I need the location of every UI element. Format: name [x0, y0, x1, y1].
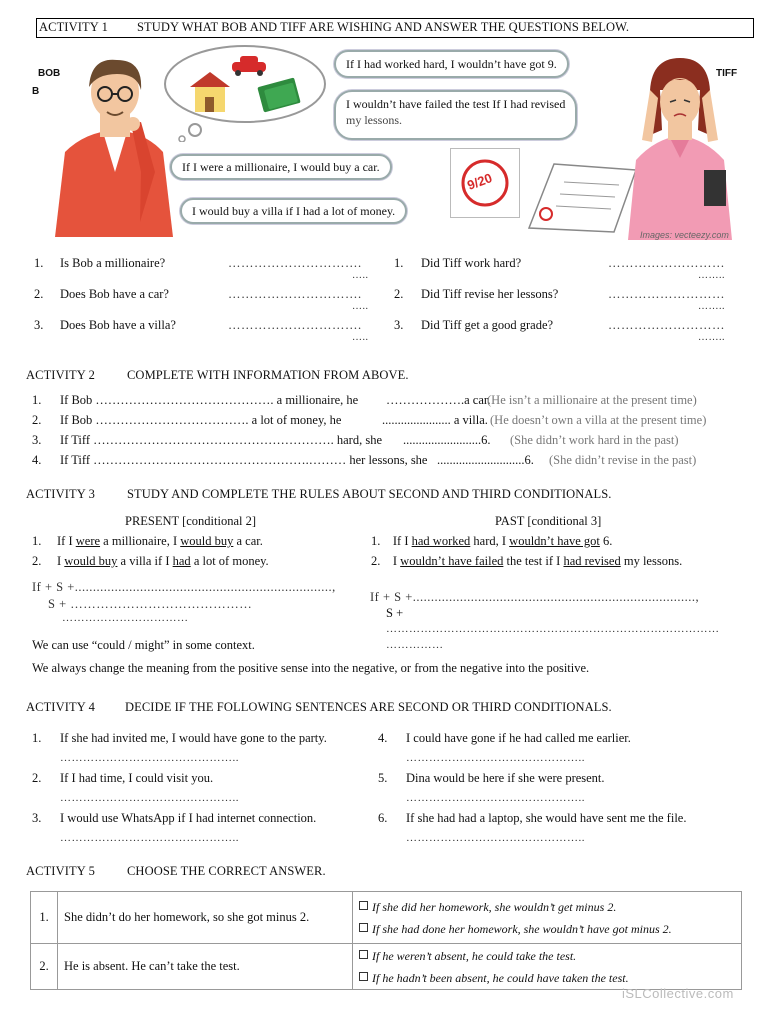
a2-line-1-end: ……………….a car. — [386, 393, 491, 407]
q-left-3-num: 3. — [34, 318, 44, 332]
a2-line-3-end: .........................6. — [403, 433, 491, 447]
a2-line-2-end: ...................... a villa. — [382, 413, 488, 427]
q-left-1-answer[interactable]: …………………………. — [228, 256, 362, 270]
a4-item-3: I would use WhatsApp if I had internet connection. — [60, 811, 317, 825]
q-left-1: Is Bob a millionaire? — [60, 256, 166, 270]
activity2-label: ACTIVITY 2 — [26, 368, 95, 382]
illustration — [30, 42, 760, 242]
bob-bubble-villa: I would buy a villa if I had a lot of money. — [180, 198, 407, 224]
q-left-2-answer[interactable]: …………………………. — [228, 287, 362, 301]
a4-item-1-num: 1. — [32, 731, 42, 745]
a4-item-6-answer[interactable]: ……………………………………….. — [406, 832, 585, 844]
q-right-2-answer-cont: …….. — [698, 301, 725, 312]
present-example-2: 2. I would buy a villa if I had a lot of money. — [32, 554, 269, 568]
rule-left-line-1[interactable]: If + S +......................................................................., — [32, 580, 336, 594]
a4-item-4-answer[interactable]: ……………………………………….. — [406, 752, 585, 764]
q-right-3-answer-cont: …….. — [698, 332, 725, 343]
activity3-label: ACTIVITY 3 — [26, 487, 95, 501]
q-right-2: Did Tiff revise her lessons? — [421, 287, 559, 301]
activity4-instruction: DECIDE IF THE FOLLOWING SENTENCES ARE SECOND OR THIRD CONDITIONALS. — [125, 700, 612, 714]
activity5-instruction: CHOOSE THE CORRECT ANSWER. — [127, 864, 326, 878]
row-number: 2. — [31, 944, 58, 990]
q-left-1-num: 1. — [34, 256, 44, 270]
bob-name: BOB — [38, 68, 61, 79]
row-number: 1. — [31, 892, 58, 944]
q-right-1: Did Tiff work hard? — [421, 256, 522, 270]
a4-item-3-answer[interactable]: ……………………………………….. — [60, 832, 239, 844]
a2-line-4-end: ............................6. — [437, 453, 534, 467]
a2-line-2-hint: (He doesn’t own a villa at the present time) — [490, 413, 707, 427]
q-right-3-num: 3. — [394, 318, 404, 332]
a4-item-2-num: 2. — [32, 771, 42, 785]
a4-item-5: Dina would be here if she were present. — [406, 771, 605, 785]
q-right-2-answer[interactable]: ……………………… — [608, 287, 725, 301]
past-title: PAST [conditional 3] — [495, 514, 602, 528]
row-options — [353, 892, 742, 944]
a4-item-3-num: 3. — [32, 811, 42, 825]
table-row — [31, 944, 742, 990]
a2-line-1-num: 1. — [32, 393, 42, 407]
activity4-label: ACTIVITY 4 — [26, 700, 95, 714]
option-2[interactable]: If he hadn’t been absent, he could have taken the test. — [359, 967, 735, 989]
a4-item-6-num: 6. — [378, 811, 388, 825]
row-sentence: He is absent. He can’t take the test. — [58, 944, 353, 990]
q-left-1-answer-cont: ….. — [352, 270, 369, 281]
rule-right-line-2: S + — [386, 606, 404, 620]
checkbox-icon[interactable] — [359, 923, 368, 932]
q-right-1-answer-cont: …….. — [698, 270, 725, 281]
a4-item-2-answer[interactable]: ……………………………………….. — [60, 792, 239, 804]
q-left-3-answer[interactable]: …………………………. — [228, 318, 362, 332]
rule-right-line-3[interactable]: …………………………………………………………………………… — [386, 623, 720, 635]
bob-bubble-car: If I were a millionaire, I would buy a car. — [170, 154, 392, 180]
option-2[interactable]: If she had done her homework, she wouldn’t have got minus 2. — [359, 918, 735, 940]
activity5-table — [30, 891, 742, 990]
a2-line-3: If Tiff …………………………………………………. hard, she — [60, 433, 382, 447]
a2-line-1: If Bob ……………………………………. a millionaire, he — [60, 393, 359, 407]
activity2-instruction: COMPLETE WITH INFORMATION FROM ABOVE. — [127, 368, 409, 382]
a4-item-4: I could have gone if he had called me earlier. — [406, 731, 631, 745]
a2-line-1-hint: (He isn’t a millionaire at the present time) — [487, 393, 697, 407]
present-example-1: 1. If I were a millionaire, I would buy a car. — [32, 534, 263, 548]
a2-line-4-hint: (She didn’t revise in the past) — [549, 453, 697, 467]
a2-line-4: If Tiff …………………………………………….……… her lessons, she — [60, 453, 428, 467]
a4-item-6: If she had had a laptop, she would have sent me the file. — [406, 811, 687, 825]
q-left-3: Does Bob have a villa? — [60, 318, 176, 332]
past-example-2: 2. I wouldn’t have failed the test if I had revised my lessons. — [371, 554, 683, 568]
thought-cloud — [160, 42, 330, 142]
score-badge — [450, 148, 520, 218]
a2-line-3-num: 3. — [32, 433, 42, 447]
present-title: PRESENT [conditional 2] — [125, 514, 257, 528]
past-example-1: 1. If I had worked hard, I wouldn’t have got 6. — [371, 534, 613, 548]
option-1[interactable]: If he weren’t absent, he could take the test. — [359, 945, 735, 967]
a2-line-3-hint: (She didn’t work hard in the past) — [510, 433, 679, 447]
activity1-instruction: STUDY WHAT BOB AND TIFF ARE WISHING AND ANSWER THE QUESTIONS BELOW. — [137, 20, 630, 34]
checkbox-icon[interactable] — [359, 901, 368, 910]
score-text: 9/20 — [465, 170, 495, 193]
a4-item-1: If she had invited me, I would have gone to the party. — [60, 731, 327, 745]
a4-item-4-num: 4. — [378, 731, 388, 745]
activity1-label: ACTIVITY 1 — [39, 20, 108, 34]
rule-left-line-3[interactable]: …………………………… — [62, 612, 189, 624]
q-right-1-num: 1. — [394, 256, 404, 270]
a4-item-2: If I had time, I could visit you. — [60, 771, 214, 785]
watermark: iSLCollective.com — [622, 986, 734, 1001]
table-row — [31, 892, 742, 944]
rule-left-line-2[interactable]: S + …………………………………… — [48, 597, 253, 611]
option-1[interactable]: If she did her homework, she wouldn’t get minus 2. — [359, 896, 735, 918]
a2-line-4-num: 4. — [32, 453, 42, 467]
q-left-3-answer-cont: ….. — [352, 332, 369, 343]
q-right-3-answer[interactable]: ……………………… — [608, 318, 725, 332]
q-right-3: Did Tiff get a good grade? — [421, 318, 554, 332]
a4-item-5-num: 5. — [378, 771, 388, 785]
rule-right-line-4[interactable]: …………… — [386, 639, 444, 651]
q-right-2-num: 2. — [394, 287, 404, 301]
activity3-instruction: STUDY AND COMPLETE THE RULES ABOUT SECOND AND THIRD CONDITIONALS. — [127, 487, 612, 501]
note-could-might: We can use “could / might” in some context. — [32, 638, 255, 652]
tiff-bubble-revised: I wouldn’t have failed the test If I had revised my lessons. — [334, 90, 577, 140]
row-options — [353, 944, 742, 990]
tiff-bubble-worked: If I had worked hard, I wouldn’t have got 9. — [334, 50, 569, 78]
q-left-2-answer-cont: ….. — [352, 301, 369, 312]
checkbox-icon[interactable] — [359, 950, 368, 959]
row-sentence: She didn’t do her homework, so she got minus 2. — [58, 892, 353, 944]
a4-item-5-answer[interactable]: ……………………………………….. — [406, 792, 585, 804]
bob-name-letter: B — [32, 86, 40, 97]
q-right-1-answer[interactable]: ……………………… — [608, 256, 725, 270]
image-credit: Images: vecteezy.com — [640, 230, 729, 240]
a4-item-1-answer[interactable]: ……………………………………….. — [60, 752, 239, 764]
activity5-label: ACTIVITY 5 — [26, 864, 95, 878]
a2-line-2-num: 2. — [32, 413, 42, 427]
rule-right-line-1[interactable]: If + S +.............................................................................., — [370, 590, 700, 604]
activity1-header — [36, 18, 754, 38]
a2-line-2: If Bob ………………………………. a lot of money, he — [60, 413, 342, 427]
q-left-2: Does Bob have a car? — [60, 287, 169, 301]
checkbox-icon[interactable] — [359, 972, 368, 981]
note-meaning-change: We always change the meaning from the positive sense into the negative, or from the negative into the positive. — [32, 661, 590, 675]
tiff-name: TIFF — [716, 68, 738, 79]
q-left-2-num: 2. — [34, 287, 44, 301]
